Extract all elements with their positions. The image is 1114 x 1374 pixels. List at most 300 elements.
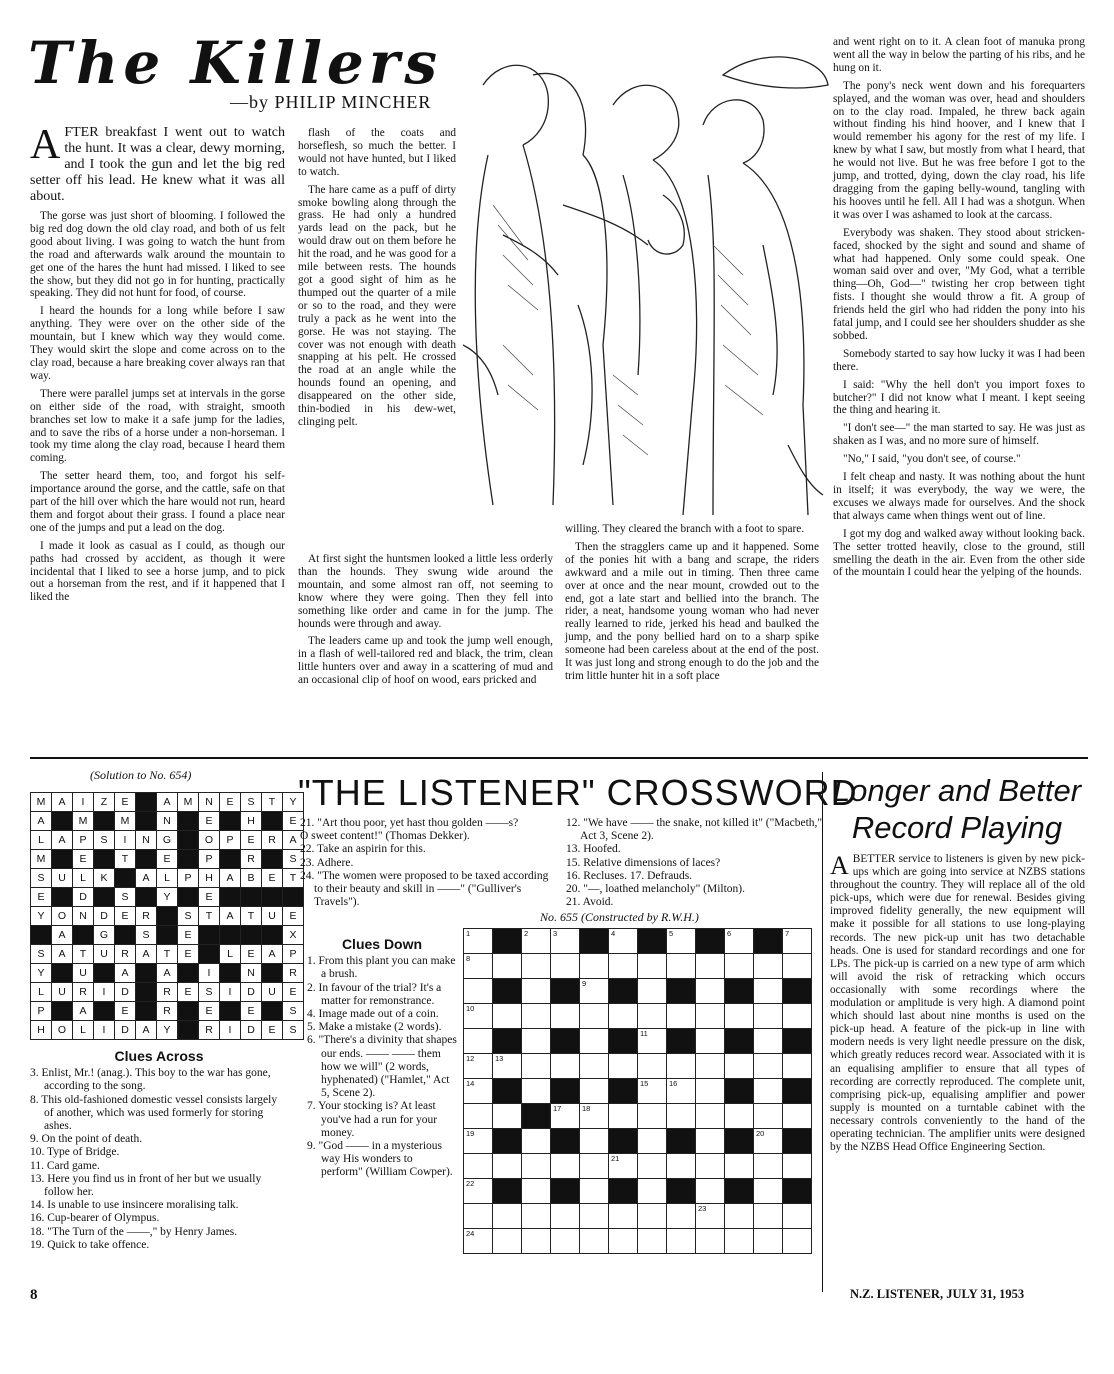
solution-cell: S [178, 907, 199, 926]
solution-cell: A [52, 793, 73, 812]
solution-cell: N [73, 907, 94, 926]
crossword-cell[interactable] [725, 954, 754, 979]
crossword-cell[interactable] [638, 954, 667, 979]
crossword-cell[interactable] [609, 1204, 638, 1229]
solution-cell: B [241, 869, 262, 888]
crossword-cell[interactable] [551, 1229, 580, 1254]
crossword-cell[interactable] [725, 1104, 754, 1129]
crossword-cell[interactable] [522, 954, 551, 979]
article-paragraph: The gorse was just short of blooming. I followed the big red dog down the old clay road, and both of us felt good about living. I was going to watch the hunt from the road and afterwards walk around the mountain to get one of the hares the hunt had missed. I liked to see the show, but they did not go in for hunting, practically speaking. They did not hunt for food, of course. [30, 210, 285, 300]
solution-cell: S [136, 926, 157, 945]
crossword-cell[interactable] [464, 1054, 493, 1079]
clue: 18. "The Turn of the ——," by Henry James. [30, 1225, 238, 1238]
crossword-cell[interactable] [754, 1179, 783, 1204]
solution-black-cell [220, 926, 241, 945]
crossword-cell[interactable] [580, 1179, 609, 1204]
crossword-cell[interactable] [638, 1179, 667, 1204]
solution-cell: N [241, 964, 262, 983]
solution-cell: E [157, 850, 178, 869]
crossword-cell[interactable] [580, 1154, 609, 1179]
crossword-cell[interactable] [696, 979, 725, 1004]
crossword-cell[interactable] [696, 1079, 725, 1104]
crossword-black-cell [609, 979, 638, 1004]
crossword-cell[interactable] [783, 1004, 812, 1029]
cell-number: 19 [466, 1129, 475, 1138]
crossword-cell[interactable] [580, 1129, 609, 1154]
solution-cell: Z [94, 793, 115, 812]
solution-grid [30, 792, 304, 1040]
solution-cell: R [136, 907, 157, 926]
solution-black-cell [178, 850, 199, 869]
crossword-cell[interactable] [667, 1104, 696, 1129]
solution-cell: M [73, 812, 94, 831]
crossword-cell[interactable] [522, 1229, 551, 1254]
crossword-cell[interactable] [638, 1154, 667, 1179]
crossword-cell[interactable] [551, 1154, 580, 1179]
crossword-header: "THE LISTENER" CROSSWORD [298, 772, 858, 813]
crossword-cell[interactable] [522, 1204, 551, 1229]
solution-cell: D [115, 1021, 136, 1040]
crossword-cell[interactable] [609, 1229, 638, 1254]
crossword-cell[interactable] [580, 1054, 609, 1079]
crossword-cell[interactable] [667, 1204, 696, 1229]
solution-black-cell [262, 812, 283, 831]
article-column-2-bottom [298, 553, 553, 692]
crossword-cell[interactable] [754, 954, 783, 979]
crossword-cell[interactable] [783, 1154, 812, 1179]
crossword-cell[interactable] [580, 979, 609, 1004]
solution-black-cell [262, 926, 283, 945]
crossword-cell[interactable] [696, 1179, 725, 1204]
crossword-cell[interactable] [667, 1229, 696, 1254]
solution-cell: R [157, 1002, 178, 1021]
clue: 13. Here you find us in front of her but we usually follow her. [30, 1172, 262, 1199]
crossword-black-cell [754, 929, 783, 954]
solution-black-cell [220, 888, 241, 907]
article-paragraph: The leaders came up and took the jump well enough, in a flash of well-tailored red and black, the trim, clean little hunters over and away in a scattering of mud and an occasional clip of hoof on wood, ears pricked and [298, 635, 553, 687]
solution-cell: T [73, 945, 94, 964]
solution-cell: Y [157, 1021, 178, 1040]
crossword-cell[interactable] [522, 1179, 551, 1204]
solution-cell: E [262, 1021, 283, 1040]
crossword-black-cell [725, 979, 754, 1004]
crossword-cell[interactable] [551, 929, 580, 954]
crossword-cell[interactable] [667, 929, 696, 954]
solution-cell: I [94, 983, 115, 1002]
crossword-cell[interactable] [609, 1154, 638, 1179]
crossword-cell[interactable] [783, 1204, 812, 1229]
crossword-cell[interactable] [696, 1004, 725, 1029]
crossword-cell[interactable] [696, 1129, 725, 1154]
solution-black-cell [94, 850, 115, 869]
clues-down-list [307, 938, 457, 1180]
cell-number: 15 [640, 1079, 649, 1088]
crossword-cell[interactable] [754, 1229, 783, 1254]
crossword-black-cell [696, 929, 725, 954]
crossword-cell[interactable] [696, 1154, 725, 1179]
solution-cell: D [241, 1021, 262, 1040]
crossword-cell[interactable] [551, 1054, 580, 1079]
cell-number: 20 [756, 1129, 765, 1138]
crossword-cell[interactable] [551, 1104, 580, 1129]
crossword-cell[interactable] [783, 1054, 812, 1079]
crossword-cell[interactable] [783, 929, 812, 954]
solution-cell: E [199, 888, 220, 907]
solution-cell: E [199, 1002, 220, 1021]
crossword-cell[interactable] [580, 1029, 609, 1054]
crossword-cell[interactable] [464, 1104, 493, 1129]
clue: 5. Make a mistake (2 words). [307, 1021, 442, 1034]
solution-cell: A [52, 926, 73, 945]
crossword-cell[interactable] [522, 1129, 551, 1154]
article-paragraph: There were parallel jumps set at intervals in the gorse on either side of the road, with straight, smooth branches set low to make it a safe jump for the ladies, and to save the ribs of a horse under a non-horseman. I took my time along the clay road, because I heard them coming. [30, 387, 285, 465]
solution-black-cell [52, 812, 73, 831]
solution-cell: S [31, 945, 52, 964]
cell-number: 4 [611, 929, 616, 938]
solution-cell: A [52, 945, 73, 964]
crossword-cell[interactable] [696, 1204, 725, 1229]
article-paragraph: I got my dog and walked away without looking back. The setter trotted heavily, close to the ground, still smelling the death in the air. Even from the other side of the mountain I could hear the yelping of the hounds. [833, 527, 1085, 579]
crossword-cell[interactable] [667, 954, 696, 979]
crossword-cell[interactable] [493, 1054, 522, 1079]
solution-cell: S [31, 869, 52, 888]
solution-cell: K [94, 869, 115, 888]
crossword-cell[interactable] [464, 1154, 493, 1179]
clue: 9. "God —— in a mysterious way His wonders to perform" (William Cowper). [307, 1140, 453, 1179]
crossword-cell[interactable] [522, 1029, 551, 1054]
crossword-cell[interactable] [580, 1229, 609, 1254]
crossword-cell[interactable] [464, 929, 493, 954]
crossword-cell[interactable] [783, 1229, 812, 1254]
solution-cell: A [31, 812, 52, 831]
cell-number: 11 [640, 1029, 648, 1038]
crossword-cell[interactable] [609, 954, 638, 979]
solution-cell: Y [157, 888, 178, 907]
article-paragraph: The setter heard them, too, and forgot his self-importance around the gorse, and the cattle, safe on that part of the hill over which the hare would not run, heard them and forgot about their grass. I found a place near one of the jumps and put a lead on the dog. [30, 470, 285, 534]
clue: 16. Recluses. 17. Defrauds. [566, 869, 693, 882]
solution-black-cell [241, 888, 262, 907]
article-paragraph: flash of the coats and horseflesh, so much the better. I would not have hunted, but I liked to watch. [298, 127, 456, 178]
clue: 10. Type of Bridge. [30, 1146, 120, 1159]
crossword-cell[interactable] [464, 1179, 493, 1204]
solution-cell: L [220, 945, 241, 964]
solution-cell: T [241, 907, 262, 926]
solution-cell: A [157, 793, 178, 812]
crossword-cell[interactable] [551, 1204, 580, 1229]
article-paragraph: I said: "Why the hell don't you import foxes to butcher?" I did not know what I meant. I kept seeing the thing and hearing it. [833, 378, 1085, 417]
crossword-cell[interactable] [638, 1104, 667, 1129]
crossword-cell[interactable] [696, 1104, 725, 1129]
crossword-cell[interactable] [754, 1104, 783, 1129]
article-paragraph: willing. They cleared the branch with a foot to spare. [565, 523, 805, 535]
crossword-black-cell [580, 929, 609, 954]
solution-cell: L [31, 983, 52, 1002]
crossword-black-cell [609, 1079, 638, 1104]
clue: 15. Relative dimensions of laces? [566, 856, 721, 869]
crossword-cell[interactable] [464, 979, 493, 1004]
crossword-cell[interactable] [696, 1054, 725, 1079]
crossword-cell[interactable] [522, 929, 551, 954]
crossword-cell[interactable] [580, 1104, 609, 1129]
crossword-black-cell [551, 1079, 580, 1104]
article-paragraph: "I don't see—" the man started to say. He was just as shaken as I was, and no more sure of himself. [833, 422, 1085, 448]
crossword-cell[interactable] [754, 979, 783, 1004]
hunt-illustration [463, 45, 833, 520]
solution-cell: S [94, 831, 115, 850]
clue: 19. Quick to take offence. [30, 1238, 150, 1251]
crossword-cell[interactable] [522, 979, 551, 1004]
solution-black-cell [178, 1021, 199, 1040]
solution-black-cell [52, 888, 73, 907]
solution-cell: P [220, 831, 241, 850]
solution-black-cell [178, 831, 199, 850]
crossword-cell[interactable] [464, 1229, 493, 1254]
solution-cell: A [136, 945, 157, 964]
solution-cell: S [115, 888, 136, 907]
crossword-cell[interactable] [638, 1079, 667, 1104]
clue: 2. In favour of the trial? It's a matter for remonstrance. [307, 981, 442, 1007]
solution-black-cell [115, 869, 136, 888]
cell-number: 13 [495, 1054, 504, 1063]
solution-black-cell [157, 926, 178, 945]
crossword-cell[interactable] [493, 954, 522, 979]
solution-black-cell [262, 964, 283, 983]
crossword-cell[interactable] [754, 1029, 783, 1054]
crossword-cell[interactable] [725, 1229, 754, 1254]
crossword-cell[interactable] [522, 1154, 551, 1179]
crossword-cell[interactable] [754, 1079, 783, 1104]
solution-cell: Y [283, 793, 304, 812]
solution-cell: P [199, 850, 220, 869]
crossword-cell[interactable] [638, 1029, 667, 1054]
solution-black-cell [220, 1002, 241, 1021]
crossword-cell[interactable] [783, 954, 812, 979]
crossword-cell[interactable] [638, 1129, 667, 1154]
crossword-cell[interactable] [667, 1079, 696, 1104]
drop-cap: A [30, 122, 61, 168]
crossword-cell[interactable] [725, 1154, 754, 1179]
solution-cell: Y [31, 907, 52, 926]
crossword-black-cell [551, 1179, 580, 1204]
crossword-cell[interactable] [493, 1204, 522, 1229]
crossword-cell[interactable] [725, 929, 754, 954]
sidebar-text: BETTER service to listeners is given by new pick-ups which are going into service at NZBS stations throughout the country. They will replace all of the old pick-ups, which were due for renewal. Besides giving improved fidelity generally, the new equipment will make it possible for all stations to use long-playing records. The new pick-up unit has two detachable heads. One is used for standard recordings and one for LPs. The pick-up is carried on a new type of arm which will avoid the risk of retracking which occurs occasionally with some recordings where the modulation or amplitude is very high. A diamond point which should last about nine months is used on the pick-up head. A feature of the pick-up in line with modern needs is very light needle pressure on the disk, which greatly reduces record wear. Associated with it is an equalising amplifier to ensure that all types of recording are correctly reproduced. The complete unit, comprising pick-up, equalising amplifier and power supply is mounted on a turntable cabinet with the necessary controls conveniently to the hand of the operating technician. The amplifier units were designed by the NZBS Head Office Engineering Section. [830, 853, 1085, 1154]
crossword-cell[interactable] [783, 1104, 812, 1129]
crossword-cell[interactable] [638, 1204, 667, 1229]
cell-number: 18 [582, 1104, 591, 1113]
solution-black-cell [94, 964, 115, 983]
crossword-cell[interactable] [754, 1004, 783, 1029]
crossword-cell[interactable] [638, 1229, 667, 1254]
clue: 12. "We have —— the snake, not killed it" ("Macbeth," Act 3, Scene 2). [566, 817, 823, 843]
crossword-cell[interactable] [725, 1004, 754, 1029]
crossword-cell[interactable] [464, 1029, 493, 1054]
crossword-cell[interactable] [522, 1004, 551, 1029]
solution-cell: A [220, 869, 241, 888]
cell-number: 8 [466, 954, 471, 963]
solution-cell: E [220, 793, 241, 812]
clues-across-continued-2 [566, 817, 824, 909]
solution-cell: N [199, 793, 220, 812]
crossword-cell[interactable] [493, 1104, 522, 1129]
crossword-black-cell [667, 1129, 696, 1154]
clues-across-continued [300, 817, 558, 909]
cell-number: 12 [466, 1054, 475, 1063]
crossword-cell[interactable] [638, 1054, 667, 1079]
cell-number: 10 [466, 1004, 475, 1013]
article-paragraph: At first sight the huntsmen looked a little less orderly than the hounds. They swung wide around the mountain, and some almost ran off, not seeming to know where they were going. Then they fell into something like order and came in for the jump. The hounds were through and away. [298, 553, 553, 630]
crossword-cell[interactable] [696, 954, 725, 979]
crossword-cell[interactable] [464, 1004, 493, 1029]
article-paragraph: and went right on to it. A clean foot of manuka prong went all the way in below the parting of his ribs, and he hung on it. [833, 36, 1085, 74]
crossword-cell[interactable] [522, 1054, 551, 1079]
cell-number: 21 [611, 1154, 620, 1163]
solution-cell: A [262, 945, 283, 964]
crossword-cell[interactable] [696, 1029, 725, 1054]
crossword-black-cell [783, 1079, 812, 1104]
crossword-black-cell [493, 929, 522, 954]
clue: 24. "The women were proposed to be taxed according to their beauty and skill in ——" ("Gulliver's Travels"). [300, 869, 549, 909]
solution-black-cell [73, 926, 94, 945]
solution-cell: R [283, 964, 304, 983]
solution-cell: M [31, 850, 52, 869]
crossword-cell[interactable] [754, 1204, 783, 1229]
cell-number: 22 [466, 1179, 475, 1188]
crossword-cell[interactable] [638, 1004, 667, 1029]
crossword-cell[interactable] [754, 1129, 783, 1154]
crossword-cell[interactable] [464, 1079, 493, 1104]
crossword-cell[interactable] [667, 1054, 696, 1079]
solution-cell: D [73, 888, 94, 907]
solution-black-cell [262, 888, 283, 907]
solution-cell: X [283, 926, 304, 945]
solution-cell: E [31, 888, 52, 907]
solution-cell: H [241, 812, 262, 831]
solution-black-cell [241, 926, 262, 945]
crossword-black-cell [493, 1079, 522, 1104]
crossword-black-cell [609, 1129, 638, 1154]
solution-cell: P [73, 831, 94, 850]
cell-number: 17 [553, 1104, 562, 1113]
crossword-cell[interactable] [522, 1079, 551, 1104]
clue: 13. Hoofed. [566, 843, 621, 856]
solution-cell: I [94, 1021, 115, 1040]
solution-cell: M [31, 793, 52, 812]
solution-black-cell [199, 945, 220, 964]
crossword-cell[interactable] [580, 1204, 609, 1229]
article-paragraph: "No," I said, "you don't see, of course." [843, 453, 1021, 466]
crossword-cell[interactable] [493, 1004, 522, 1029]
crossword-cell[interactable] [580, 954, 609, 979]
solution-cell: I [220, 1021, 241, 1040]
crossword-cell[interactable] [754, 1154, 783, 1179]
crossword-cell[interactable] [609, 1004, 638, 1029]
solution-cell: N [136, 831, 157, 850]
crossword-cell[interactable] [638, 979, 667, 1004]
solution-cell: E [283, 983, 304, 1002]
solution-cell: U [73, 964, 94, 983]
article-paragraph: The pony's neck went down and his forequarters splayed, and the woman was over, head and shoulders on to the clay road. Impaled, he threw back again without finding his hind hoover, and I knew that I would remember his agony for the rest of my life. I knew by what I saw, but mostly from what I heard, that he would not live. But he was free before I got to the jump, and trotted, dying, down the clay road, his life dragging from the gaping belly-wound, tangling with his hooves until he fell. All I had was a shotgun. When it was over I was ashamed to look at the carcass. [833, 79, 1085, 221]
cell-number: 2 [524, 929, 529, 938]
solution-cell: I [220, 983, 241, 1002]
solution-cell: L [73, 1021, 94, 1040]
crossword-cell[interactable] [725, 1054, 754, 1079]
clue: O sweet content!" (Thomas Dekker). [300, 830, 470, 843]
crossword-cell[interactable] [609, 929, 638, 954]
solution-cell: L [157, 869, 178, 888]
solution-black-cell [52, 1002, 73, 1021]
crossword-cell[interactable] [725, 1204, 754, 1229]
solution-cell: A [115, 964, 136, 983]
solution-black-cell [178, 888, 199, 907]
article-column-4 [833, 36, 1085, 584]
masthead-date: N.Z. LISTENER, JULY 31, 1953 [850, 1287, 1025, 1301]
crossword-cell[interactable] [580, 1004, 609, 1029]
crossword-cell[interactable] [667, 1154, 696, 1179]
solution-black-cell [220, 964, 241, 983]
crossword-black-cell [493, 1179, 522, 1204]
article-paragraph: I felt cheap and nasty. It was nothing about the hunt in itself; it was everybody, the way we were, the excuses we always made for ourselves. And the shock that always came when things went out of line. [833, 471, 1085, 522]
crossword-cell[interactable] [464, 954, 493, 979]
article-column-3 [565, 523, 819, 688]
solution-black-cell [136, 964, 157, 983]
crossword-cell[interactable] [493, 1229, 522, 1254]
solution-cell: R [157, 983, 178, 1002]
crossword-cell[interactable] [493, 1154, 522, 1179]
clue: 9. On the point of death. [30, 1133, 143, 1146]
clue: 22. Take an aspirin for this. [300, 843, 426, 856]
cell-number: 23 [698, 1204, 707, 1213]
crossword-black-cell [783, 1029, 812, 1054]
crossword-cell[interactable] [609, 1054, 638, 1079]
sidebar-drop-cap: A [830, 851, 849, 880]
crossword-cell[interactable] [464, 1204, 493, 1229]
solution-cell: E [115, 793, 136, 812]
solution-cell: T [262, 793, 283, 812]
clue: 23. Adhere. [300, 856, 354, 869]
solution-black-cell [178, 812, 199, 831]
solution-cell: S [283, 850, 304, 869]
solution-cell: A [73, 1002, 94, 1021]
solution-cell: M [115, 812, 136, 831]
crossword-cell[interactable] [754, 1054, 783, 1079]
clue: 20. "—, loathed melancholy" (Milton). [566, 883, 745, 896]
solution-cell: U [52, 869, 73, 888]
solution-cell: E [178, 926, 199, 945]
solution-cell: T [157, 945, 178, 964]
solution-black-cell [220, 812, 241, 831]
crossword-cell[interactable] [609, 1104, 638, 1129]
solution-cell: E [115, 907, 136, 926]
crossword-cell[interactable] [551, 1004, 580, 1029]
article-lead: FTER breakfast I went out to watch the hunt. It was a clear, dewy morning, and I took the gun and let the big red setter off his lead. He knew what it was all about. [30, 125, 285, 204]
solution-black-cell [94, 1002, 115, 1021]
solution-cell: E [178, 945, 199, 964]
crossword-cell[interactable] [464, 1129, 493, 1154]
solution-cell: R [262, 831, 283, 850]
solution-cell: O [52, 1021, 73, 1040]
crossword-cell[interactable] [696, 1229, 725, 1254]
solution-cell: A [220, 907, 241, 926]
clue: 16. Cup-bearer of Olympus. [30, 1212, 160, 1225]
solution-black-cell [220, 850, 241, 869]
crossword-cell[interactable] [580, 1079, 609, 1104]
crossword-cell[interactable] [551, 954, 580, 979]
solution-cell: A [157, 964, 178, 983]
clue: 8. This old-fashioned domestic vessel consists largely of another, which was used formerly for storing ashes. [30, 1093, 278, 1133]
crossword-black-cell [667, 1179, 696, 1204]
crossword-cell[interactable] [667, 1004, 696, 1029]
